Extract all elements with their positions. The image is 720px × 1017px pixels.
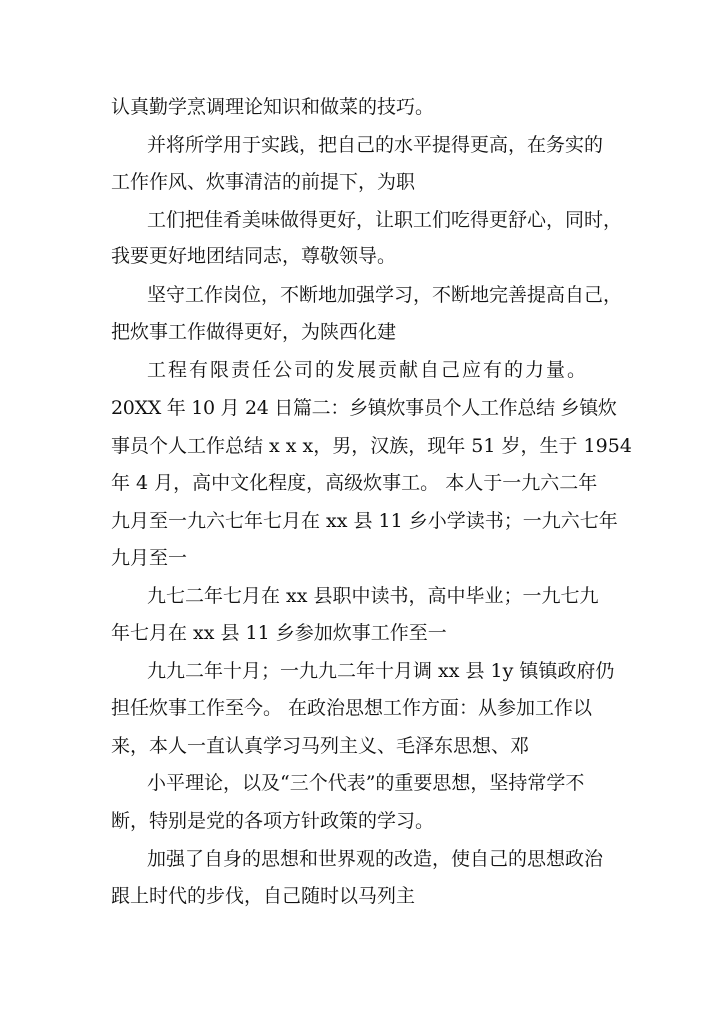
text-line-12: 九月至一九六七年七月在 xx 县 11 乡小学读书；一九六七年	[111, 510, 618, 532]
text-line-7: 把炊事工作做得更好，为陕西化建	[111, 321, 397, 343]
text-line-22: 跟上时代的步伐，自己随时以马列主	[111, 885, 416, 907]
text-line-15: 年七月在 xx 县 11 乡参加炊事工作至一	[111, 622, 447, 644]
text-line-4: 工们把佳肴美味做得更好，让职工们吃得更舒心，同时，	[147, 209, 623, 231]
text-line-9: 20XX 年 10 月 24 日篇二：乡镇炊事员个人工作总结 乡镇炊	[111, 397, 617, 419]
text-line-11: 年 4 月，高中文化程度，高级炊事工。 本人于一九六二年	[111, 472, 598, 494]
text-line-16: 九九二年十月；一九九二年十月调 xx 县 1y 镇镇政府仍	[147, 660, 615, 682]
text-line-18: 来，本人一直认真学习马列主义、毛泽东思想、邓	[111, 735, 530, 757]
text-line-20: 断，特别是党的各项方针政策的学习。	[111, 810, 435, 832]
text-line-6: 坚守工作岗位，不断地加强学习，不断地完善提高自己，	[147, 284, 623, 306]
text-line-5: 我要更好地团结同志，尊敬领导。	[111, 245, 397, 267]
text-line-17: 担任炊事工作至今。 在政治思想工作方面：从参加工作以	[111, 697, 593, 719]
text-line-3: 工作作风、炊事清洁的前提下，为职	[111, 171, 416, 193]
text-line-2: 并将所学用于实践，把自己的水平提得更高，在务实的	[147, 134, 604, 156]
text-line-10: 事员个人工作总结 x x x，男，汉族，现年 51 岁，生于 1954	[111, 435, 632, 457]
text-line-1: 认真勤学烹调理论知识和做菜的技巧。	[111, 96, 435, 118]
text-line-21: 加强了自身的思想和世界观的改造，使自己的思想政治	[147, 848, 604, 870]
text-line-8: 工程有限责任公司的发展贡献自己应有的力量。	[147, 359, 589, 381]
text-line-19: 小平理论，以及“三个代表”的重要思想，坚持常学不	[147, 772, 585, 794]
text-line-13: 九月至一	[111, 547, 188, 569]
text-line-14: 九七二年七月在 xx 县职中读书，高中毕业；一九七九	[147, 585, 599, 607]
